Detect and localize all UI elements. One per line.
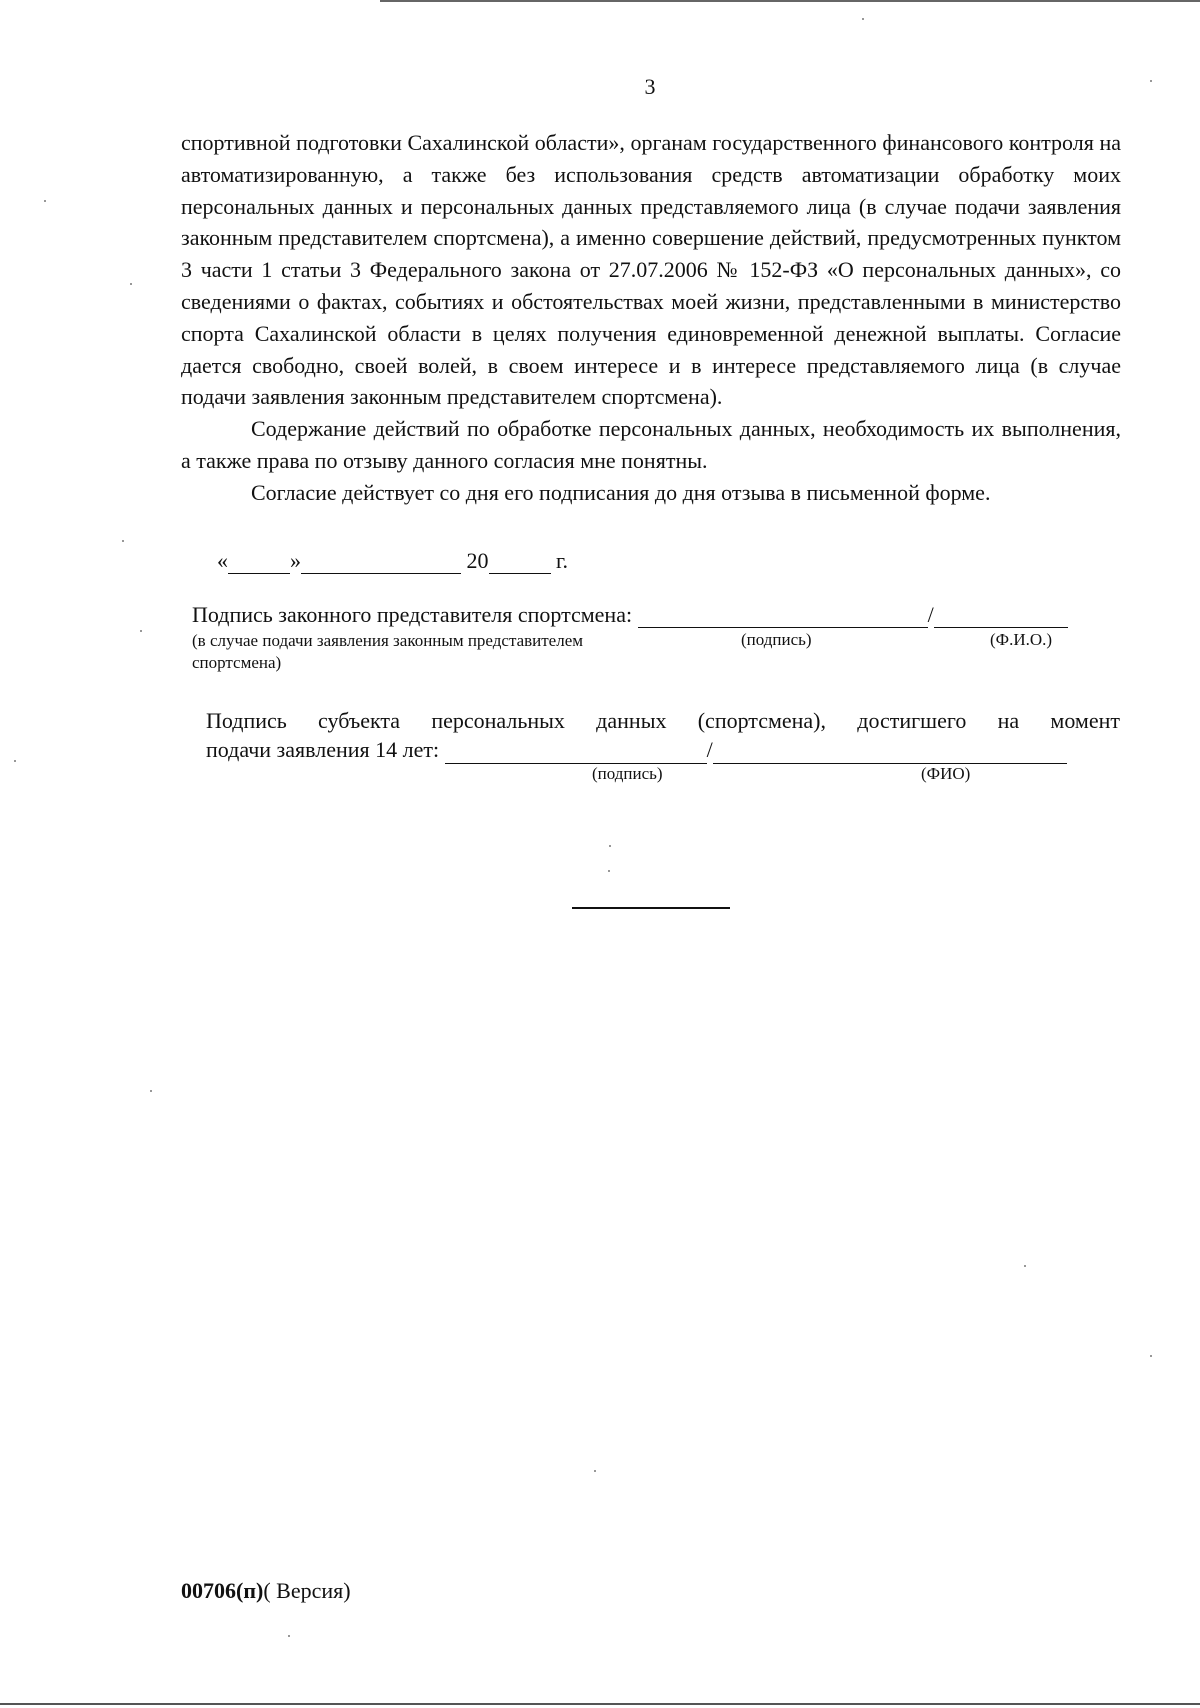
scan-speck xyxy=(150,1090,152,1092)
date-year-blank[interactable] xyxy=(489,551,551,574)
representative-signature-caption: (подпись) xyxy=(741,630,812,649)
scan-speck xyxy=(122,540,124,542)
subject-signature-label-line2: подачи заявления 14 лет: xyxy=(206,737,440,762)
date-day-blank[interactable] xyxy=(228,551,290,574)
representative-slash: / xyxy=(927,602,934,627)
date-year-suffix: г. xyxy=(556,548,569,573)
scan-speck xyxy=(130,283,132,285)
scan-speck xyxy=(594,1470,596,1472)
page-number: 3 xyxy=(644,74,656,99)
subject-signature-line2 xyxy=(206,735,1120,764)
scan-speck xyxy=(1150,80,1152,82)
footer-version: ( Версия) xyxy=(263,1578,351,1603)
consent-body xyxy=(181,127,1121,509)
scan-speck xyxy=(44,200,46,202)
date-close-quote: » xyxy=(290,548,301,573)
footer-code xyxy=(181,1578,351,1604)
closing-rule xyxy=(572,907,730,909)
scan-bottom-edge-line xyxy=(0,1703,1200,1705)
representative-note: (в случае подачи заявления законным представителем спортсмена) xyxy=(192,631,584,672)
subject-name-caption: (ФИО) xyxy=(921,764,971,783)
scan-speck xyxy=(609,845,611,847)
consent-paragraph-main: спортивной подготовки Сахалинской области», органам государственного финансового контроля на автоматизированную, а также без использования средств автоматизации обработку моих персональных данных и персональных данных представляемого лица (в случае подачи заявления законным представителем спортсмена), а именно совершение действий, предусмотренных пунктом 3 части 1 статьи 3 Федерального закона от 27.07.2006 № 152-ФЗ «О персональных данных», со сведениями о фактах, событиях и обстоятельствах моей жизни, представленными в министерство спорта Сахалинской области в целях получения единовременной денежной выплаты. Согласие дается свободно, своей волей, в своем интересе и в интересе представляемого лица (в случае подачи заявления законным представителем спортсмена). xyxy=(181,130,1121,410)
consent-paragraph-validity: Согласие действует со дня его подписания до дня отзыва в письменной форме. xyxy=(251,479,991,505)
subject-signature-blank[interactable] xyxy=(445,741,707,764)
subject-signature-block xyxy=(206,706,1120,764)
scan-speck xyxy=(862,18,864,20)
representative-name-blank[interactable] xyxy=(934,605,1068,628)
representative-name-caption: (Ф.И.О.) xyxy=(990,630,1053,649)
date-month-blank[interactable] xyxy=(301,551,461,574)
consent-paragraph-understood: Содержание действий по обработке персональных данных, необходимость их выполнения, а также права по отзыву данного согласия мне понятны. xyxy=(181,416,1121,473)
date-year-prefix: 20 xyxy=(466,548,489,573)
scan-speck xyxy=(14,760,16,762)
subject-signature-caption: (подпись) xyxy=(592,764,663,783)
representative-signature-line xyxy=(192,602,1112,628)
subject-slash: / xyxy=(706,737,713,762)
scan-speck xyxy=(1024,1265,1026,1267)
scan-top-edge-line xyxy=(380,0,1200,2)
scan-speck xyxy=(608,870,610,872)
representative-signature-label: Подпись законного представителя спортсмена: xyxy=(192,602,633,627)
scan-speck xyxy=(288,1635,290,1637)
date-line xyxy=(217,548,568,574)
subject-name-blank[interactable] xyxy=(713,741,1067,764)
scan-speck xyxy=(1150,1355,1152,1357)
scan-speck xyxy=(140,630,142,632)
date-open-quote: « xyxy=(217,548,228,573)
subject-signature-label-line1: Подпись субъекта персональных данных (спортсмена), достигшего на момент xyxy=(206,708,1120,733)
footer-code-number: 00706(п) xyxy=(181,1578,264,1603)
representative-signature-blank[interactable] xyxy=(638,605,928,628)
